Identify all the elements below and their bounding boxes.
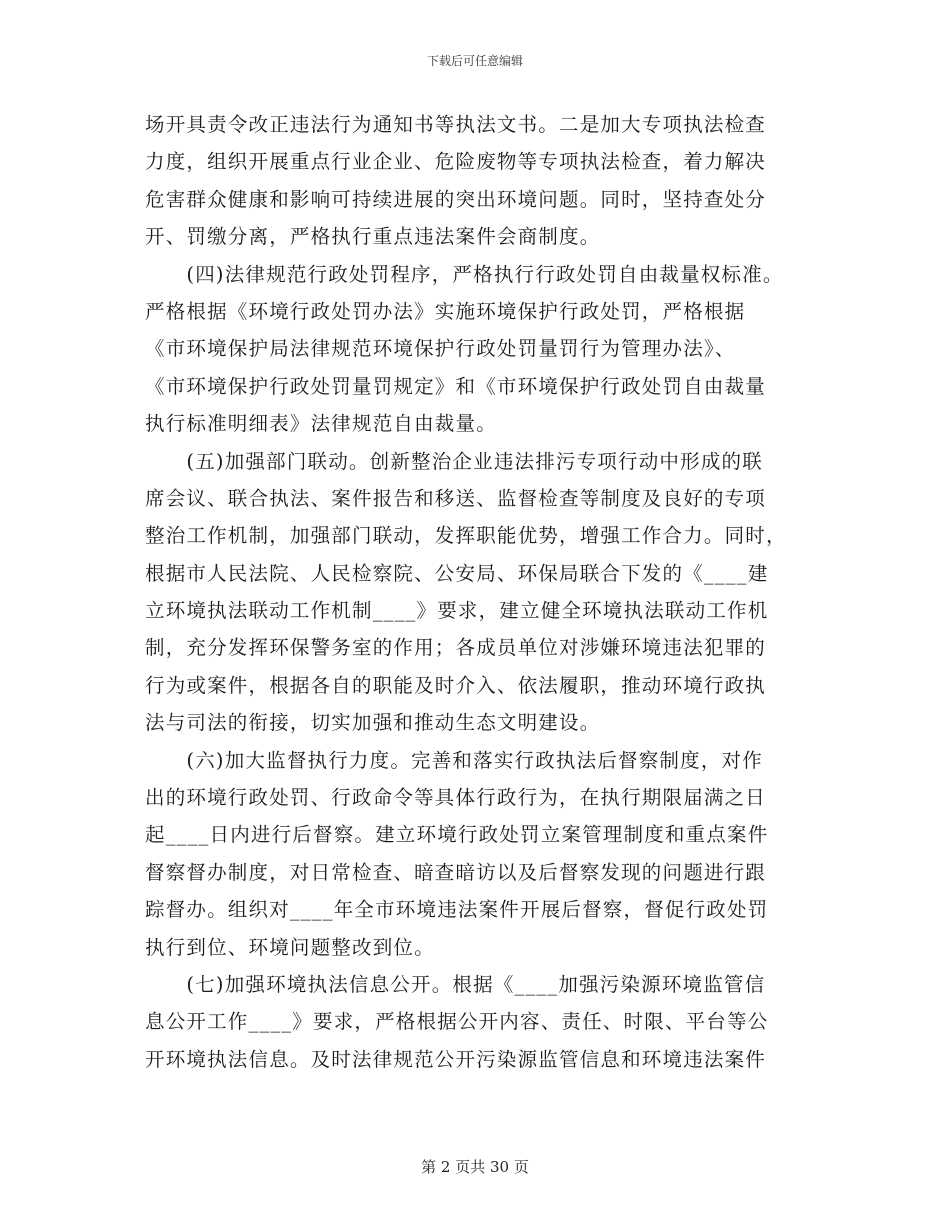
text-line: 整治工作机制，加强部门联动，发挥职能优势，增强工作合力。同时， (145, 524, 787, 548)
text-line: 席会议、联合执法、案件报告和移送、监督检查等制度及良好的专项 (145, 486, 767, 510)
text-line: 法与司法的衔接，切实加强和推动生态文明建设。 (145, 711, 601, 735)
text-line: 立环境执法联动工作机制____》要求，建立健全环境执法联动工作机 (145, 599, 769, 623)
text-line: 踪督办。组织对____年全市环境违法案件开展后督察，督促行政处罚 (145, 898, 769, 922)
text-line: (四)法律规范行政处罚程序，严格执行行政处罚自由裁量权标准。 (145, 262, 784, 286)
text-line: 出的环境行政处罚、行政命令等具体行政行为，在执行期限届满之日 (145, 786, 767, 810)
text-line: 根据市人民法院、人民检察院、公安局、环保局联合下发的《____建 (145, 561, 769, 585)
text-line: (七)加强环境执法信息公开。根据《____加强污染源环境监管信 (145, 972, 766, 996)
text-line: 《市环境保护局法律规范环境保护行政处罚量罚行为管理办法》、 (145, 337, 736, 361)
text-line: 严格根据《环境行政处罚办法》实施环境保护行政处罚，严格根据 (145, 299, 746, 323)
text-line: 场开具责令改正违法行为通知书等执法文书。二是加大专项执法检查 (145, 113, 767, 136)
text-line: 起____日内进行后督察。建立环境行政处罚立案管理制度和重点案件 (145, 823, 769, 847)
text-line: (五)加强部门联动。创新整治企业违法排污专项行动中形成的联 (145, 449, 763, 473)
text-line: 开环境执法信息。及时法律规范公开污染源监管信息和环境违法案件 (145, 1047, 767, 1071)
text-line: 危害群众健康和影响可持续进展的突出环境问题。同时，坚持查处分 (145, 187, 767, 211)
text-line: 《市环境保护行政处罚量罚规定》和《市环境保护行政处罚自由裁量 (145, 374, 767, 398)
text-line: 执行标准明细表》法律规范自由裁量。 (145, 412, 497, 436)
text-line: (六)加大监督执行力度。完善和落实行政执法后督察制度，对作 (145, 748, 763, 772)
text-line: 行为或案件，根据各自的职能及时介入、依法履职，推动环境行政执 (145, 673, 767, 697)
text-line: 执行到位、环境问题整改到位。 (145, 935, 435, 959)
text-line: 力度，组织开展重点行业企业、危险废物等专项执法检查，着力解决 (145, 150, 767, 174)
page-number-footer: 第 2 页共 30 页 (421, 1158, 529, 1176)
document-body (145, 106, 815, 1078)
text-line: 开、罚缴分离，严格执行重点违法案件会商制度。 (145, 225, 601, 249)
text-line: 息公开工作____》要求，严格根据公开内容、责任、时限、平台等公 (145, 1010, 769, 1034)
page-header-note: 下载后可任意编辑 (426, 54, 523, 68)
text-line: 督察督办制度，对日常检查、暗查暗访以及后督察发现的问题进行跟 (145, 860, 767, 884)
text-line: 制，充分发挥环保警务室的作用；各成员单位对涉嫌环境违法犯罪的 (145, 636, 767, 660)
